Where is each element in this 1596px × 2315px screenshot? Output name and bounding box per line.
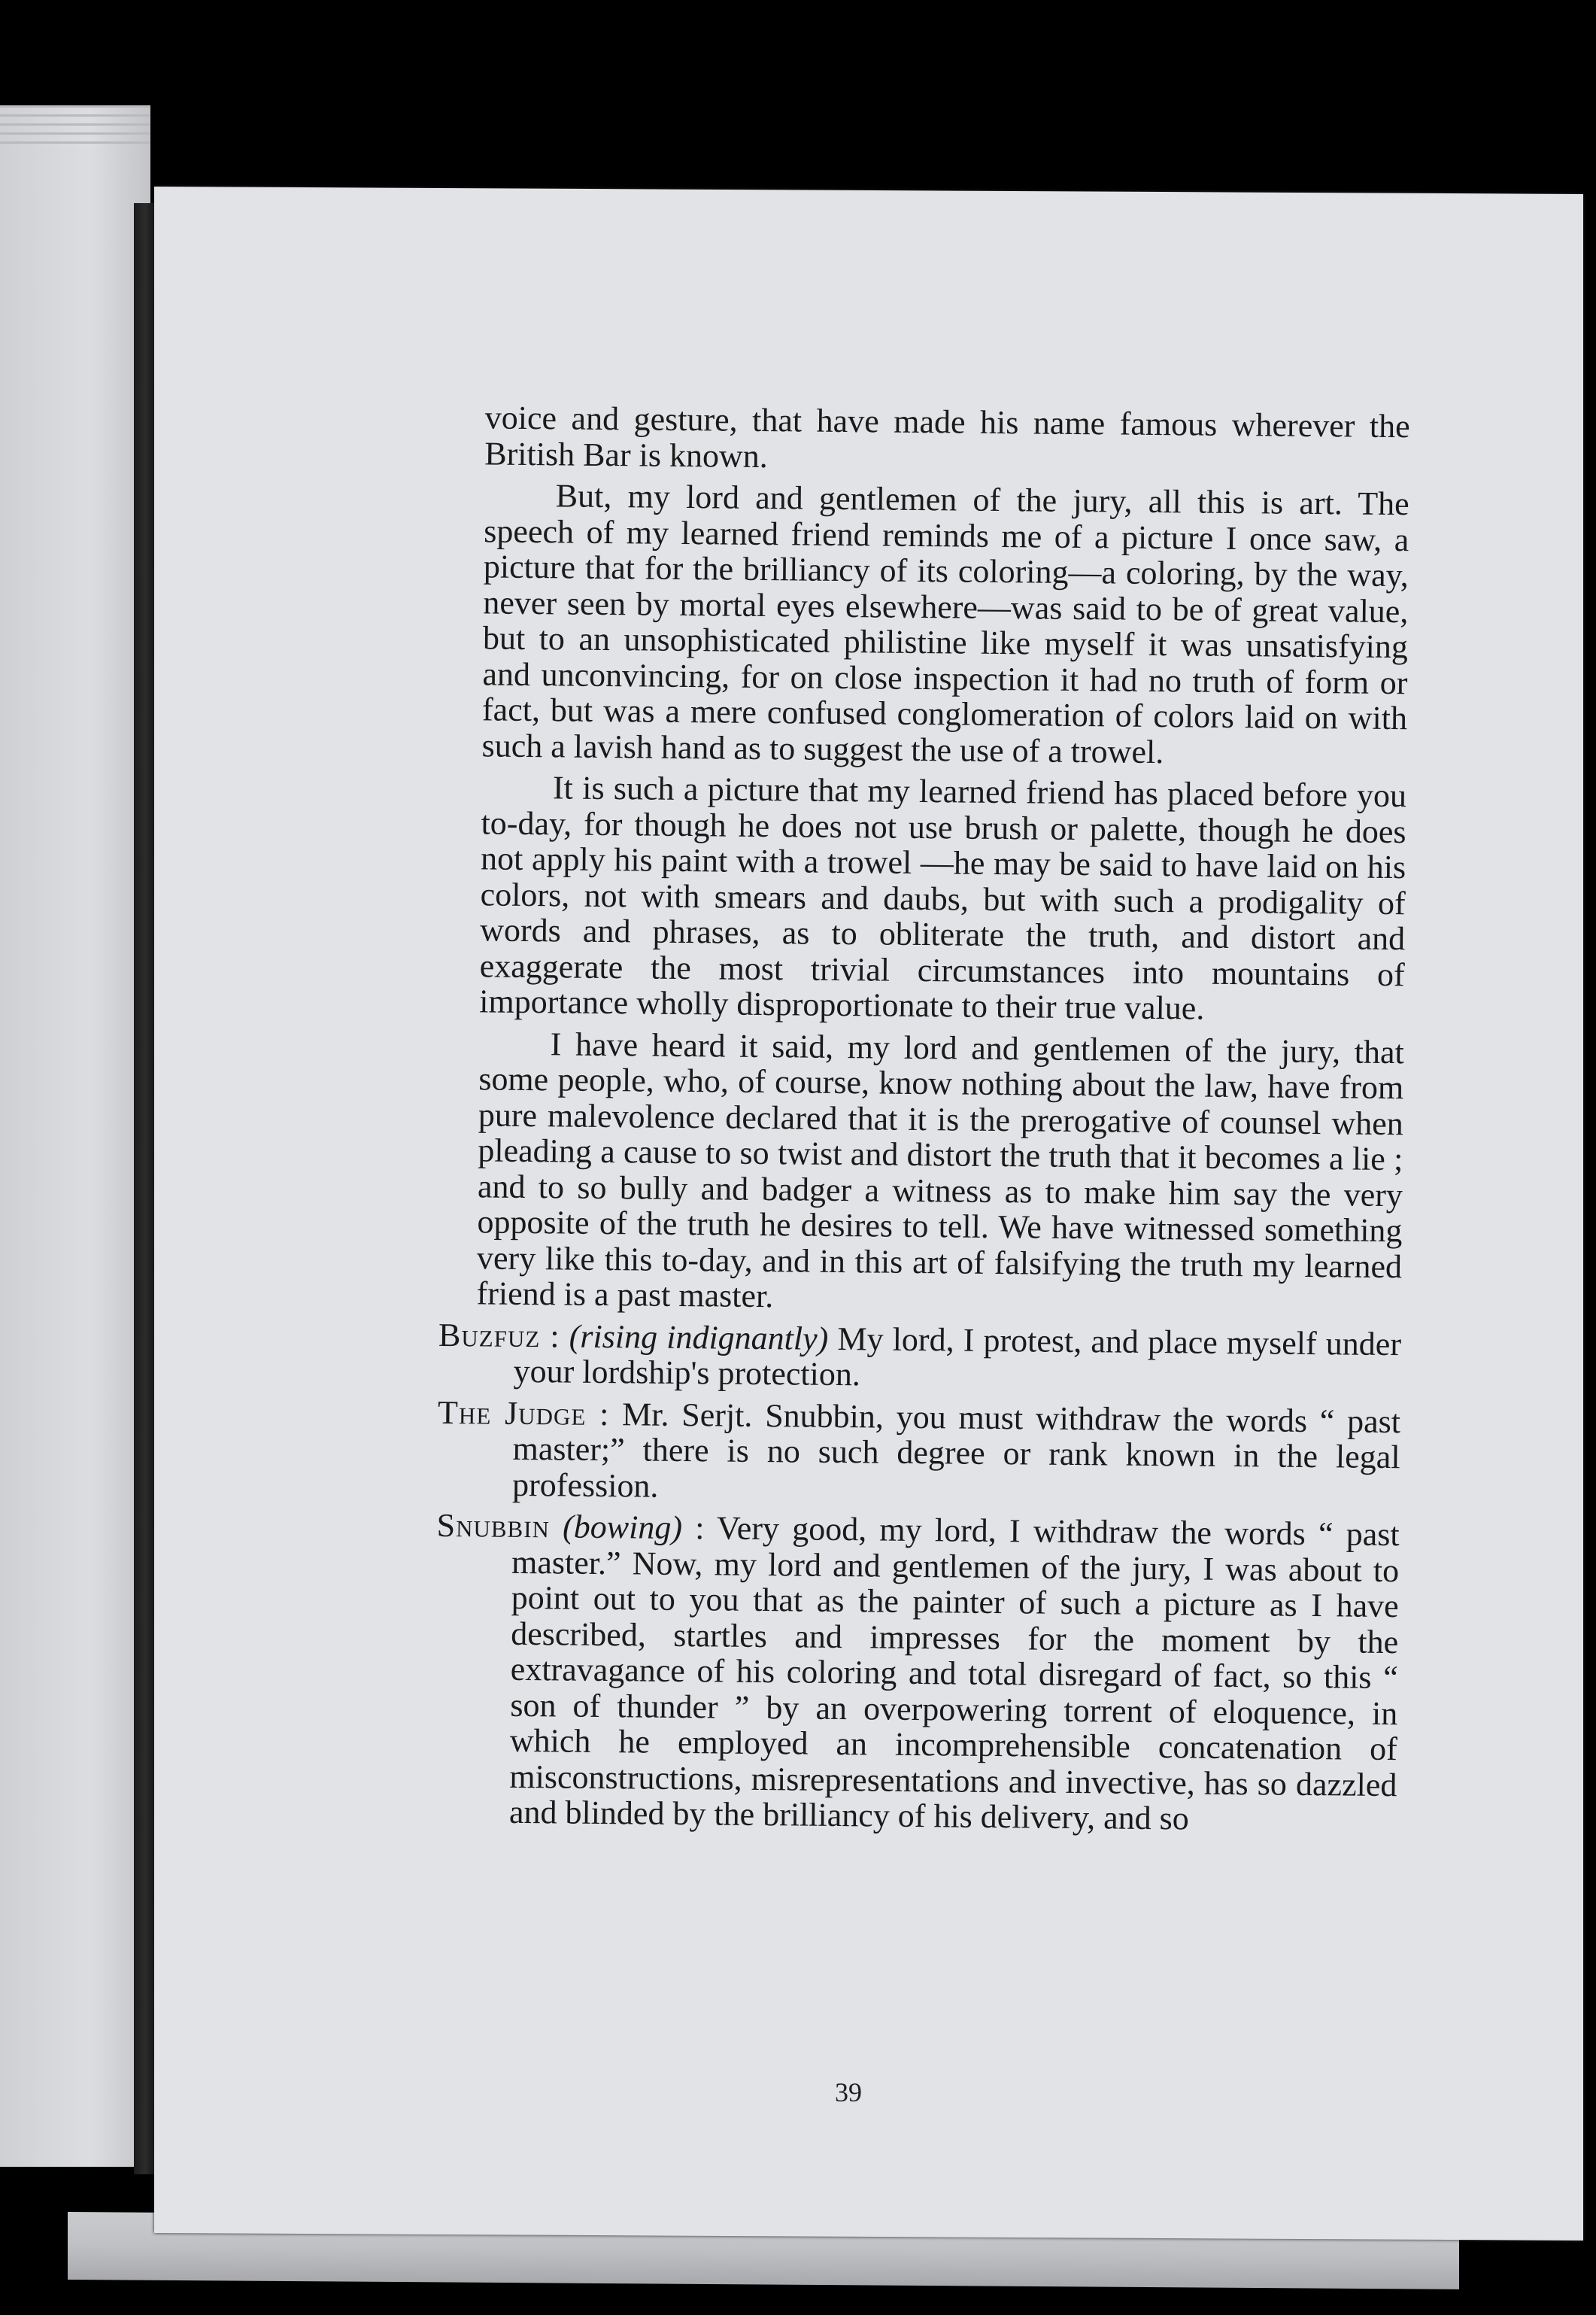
speaker-name: The Judge :: [437, 1393, 610, 1432]
page-text: [359, 399, 1410, 1845]
speaker-name: Snubbin: [436, 1506, 551, 1545]
paragraph-picture: It is such a picture that my learned friend has placed before you to-day, for though he does not use brush or palette, though he does not apply his paint with a trowel —he may be said to have laid on his colors, not with smears and daubs, but with such a prodigality of words and phrases, as to obliterate the truth, and distort and exaggerate the most trivial circumstances into mountains of importance wholly disproportionate to their true value.: [479, 769, 1407, 1027]
speech-text: : Very good, my lord, I withdraw the words “ past master.” Now, my lord and gentlemen of the jury, I was about to point out to you that as the painter of such a picture as I have described, startles and impresses for the moment by the extravagance of his coloring and total disregard of fact, so this “ son of thunder ” by an overpowering torrent of eloquence, in which he employed an incomprehensible concatenation of misconstructions, misrepresentations and invective, has so dazzled and blinded by the brilliancy of his delivery, and so: [508, 1509, 1400, 1837]
left-page-edge: [0, 105, 150, 2167]
speech-snubbin: [359, 1507, 1400, 1839]
speaker-name: Buzfuz :: [438, 1316, 560, 1354]
stage-direction: (bowing): [562, 1508, 683, 1547]
stage-direction: (rising indignantly): [569, 1317, 829, 1357]
paragraph-prerogative: I have heard it said, my lord and gentlemen of the jury, that some people, who, of course, know nothing about the law, have from pure malevolence declared that it is the prerogative of counsel when pleading a cause to so twist and distort the truth that it becomes a lie ; and to so bully and badger a witness as to make him say the very opposite of the truth he desires to tell. We have witnessed something very like this to-day, and in this art of falsifying the truth my learned friend is a past master.: [476, 1025, 1404, 1315]
paragraph-art: But, my lord and gentlemen of the jury, all this is art. The speech of my learned friend reminds me of a picture I once saw, a picture that for the brilliancy of its coloring—a coloring, by the way, never seen by mortal eyes elsewhere—was said to be of great value, but to an unsophisticated philistine like myself it was unsatisfying and unconvincing, for on close inspection it had no truth of form or fact, but was a mere confused conglomeration of colors laid on with such a lavish hand as to suggest the use of a trowel.: [481, 477, 1409, 770]
speech-text: Mr. Serjt. Snubbin, you must withdraw the words “ past master;” there is no such degree or rank known in the legal profession.: [511, 1395, 1401, 1505]
book-spine: [134, 203, 156, 2174]
speech-text: My lord, I protest, and place myself under your lordship's protection.: [513, 1320, 1402, 1393]
page-number: 39: [835, 2077, 862, 2107]
speech-judge: [362, 1393, 1400, 1511]
opening-lines: voice and gesture, that have made his name famous wherever the British Bar is known.: [484, 399, 1410, 475]
speech-buzfuz: [363, 1316, 1401, 1397]
